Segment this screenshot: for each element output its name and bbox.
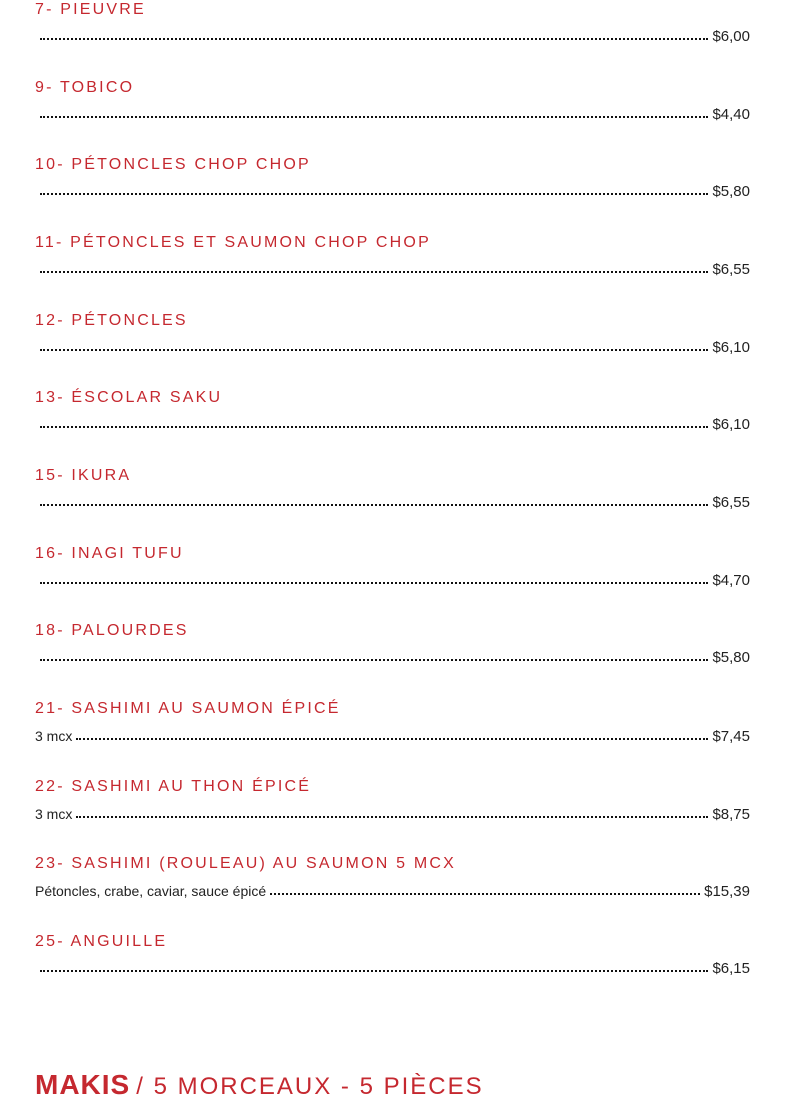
item-description: 3 mcx — [35, 806, 73, 822]
menu-item — [35, 388, 750, 448]
item-title: 25- ANGUILLE — [35, 933, 168, 950]
menu-item — [35, 78, 750, 138]
dot-leader — [40, 504, 708, 506]
item-price: $4,70 — [712, 572, 750, 589]
item-title: 18- PALOURDES — [35, 622, 189, 639]
menu-item — [35, 311, 750, 371]
dot-leader — [40, 116, 708, 118]
item-line — [35, 27, 750, 47]
menu-item — [35, 621, 750, 681]
item-price: $6,15 — [712, 960, 750, 977]
dot-leader — [40, 426, 708, 428]
item-line — [35, 415, 750, 435]
dot-leader — [270, 893, 700, 895]
item-price: $6,00 — [712, 28, 750, 45]
item-title: 12- PÉTONCLES — [35, 312, 188, 329]
dot-leader — [40, 659, 708, 661]
dot-leader — [40, 582, 708, 584]
dot-leader — [76, 738, 708, 740]
item-price: $6,55 — [712, 494, 750, 511]
menu-item — [35, 699, 750, 759]
menu-item — [35, 155, 750, 215]
item-line — [35, 726, 750, 746]
item-line — [35, 338, 750, 358]
item-title: 10- PÉTONCLES CHOP CHOP — [35, 156, 311, 173]
menu-item — [35, 0, 750, 60]
item-line — [35, 648, 750, 668]
section-title: MAKIS — [35, 1069, 131, 1100]
dot-leader — [40, 193, 708, 195]
item-price: $4,40 — [712, 106, 750, 123]
item-line — [35, 959, 750, 979]
section-subtitle: / 5 MORCEAUX - 5 PIÈCES — [136, 1073, 484, 1100]
item-price: $6,55 — [712, 261, 750, 278]
item-title: 21- SASHIMI AU SAUMON ÉPICÉ — [35, 700, 341, 717]
item-line — [35, 804, 750, 824]
item-price: $7,45 — [712, 728, 750, 745]
item-line — [35, 260, 750, 280]
item-price: $15,39 — [704, 883, 750, 900]
item-price: $6,10 — [712, 416, 750, 433]
menu-item — [35, 777, 750, 837]
menu-item — [35, 466, 750, 526]
menu-item — [35, 233, 750, 293]
item-description: 3 mcx — [35, 728, 73, 744]
item-title: 16- INAGI TUFU — [35, 545, 184, 562]
dot-leader — [76, 816, 708, 818]
dot-leader — [40, 970, 708, 972]
item-line — [35, 105, 750, 125]
item-title: 15- IKURA — [35, 467, 132, 484]
dot-leader — [40, 349, 708, 351]
menu-item — [35, 544, 750, 604]
item-price: $6,10 — [712, 339, 750, 356]
item-title: 11- PÉTONCLES ET SAUMON CHOP CHOP — [35, 234, 431, 251]
item-line — [35, 571, 750, 591]
item-line — [35, 182, 750, 202]
item-price: $8,75 — [712, 806, 750, 823]
item-title: 23- SASHIMI (ROULEAU) AU SAUMON 5 MCX — [35, 855, 457, 872]
dot-leader — [40, 38, 708, 40]
item-description: Pétoncles, crabe, caviar, sauce épicé — [35, 883, 267, 899]
item-title: 22- SASHIMI AU THON ÉPICÉ — [35, 778, 312, 795]
item-line — [35, 493, 750, 513]
item-line — [35, 881, 750, 901]
item-title: 13- ÉSCOLAR SAKU — [35, 389, 223, 406]
item-title: 7- PIEUVRE — [35, 1, 146, 18]
item-title: 9- TOBICO — [35, 79, 135, 96]
item-price: $5,80 — [712, 649, 750, 666]
menu-item — [35, 854, 750, 914]
menu-item — [35, 932, 750, 992]
section-heading-makis — [35, 1070, 484, 1105]
dot-leader — [40, 271, 708, 273]
item-price: $5,80 — [712, 183, 750, 200]
